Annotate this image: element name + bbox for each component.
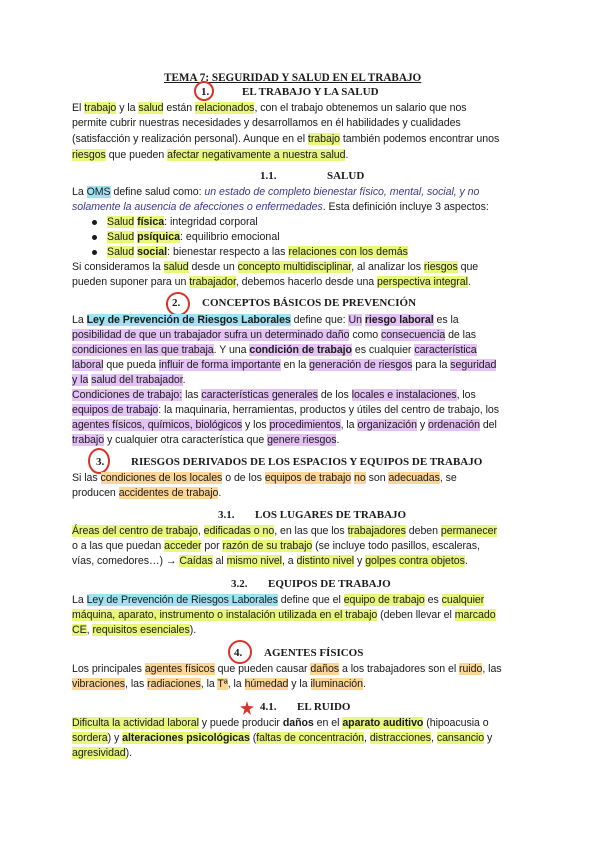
section-3-title: RIESGOS DERIVADOS DE LOS ESPACIOS Y EQUIPOS DE TRABAJO bbox=[131, 456, 483, 468]
paragraph-line: condiciones en las que trabaja. Y una condición de trabajo es cualquier característica bbox=[72, 344, 477, 356]
paragraph-line: solamente la ausencia de afecciones o enfermedades. Esta definición incluye 3 aspectos: bbox=[72, 201, 489, 213]
paragraph-line: producen accidentes de trabajo. bbox=[72, 487, 222, 499]
paragraph-line: vías, comedores…) → Caídas al mismo nivel, a distinto nivel y golpes contra objetos. bbox=[72, 555, 468, 567]
section-1-1-number: 1.1. bbox=[260, 170, 277, 182]
section-3-2-number: 3.2. bbox=[231, 578, 248, 590]
paragraph-line: La Ley de Prevención de Riesgos Laborales define que el equipo de trabajo es cualquier bbox=[72, 594, 485, 606]
section-2-number: 2. bbox=[172, 297, 181, 309]
red-star-annotation-icon bbox=[239, 700, 255, 716]
paragraph-line: pueden suponer para un trabajador, debemos hacerlo desde una perspectiva integral. bbox=[72, 276, 471, 288]
section-1-1-title: SALUD bbox=[327, 170, 365, 182]
paragraph-line: agresividad). bbox=[72, 747, 133, 759]
paragraph-line: laboral que pueda influir de forma importante en la generación de riesgos para la seguridad bbox=[72, 359, 497, 371]
section-4-number: 4. bbox=[234, 647, 243, 659]
bullet-icon bbox=[92, 220, 97, 225]
bullet-item: Salud social: bienestar respecto a las relaciones con los demás bbox=[92, 245, 408, 259]
section-3-1-title: LOS LUGARES DE TRABAJO bbox=[255, 509, 407, 521]
section-1-number: 1. bbox=[201, 86, 210, 98]
section-4-1-number: 4.1. bbox=[260, 701, 277, 713]
paragraph-line: (satisfacción y realización personal). Aunque en el trabajo también podemos encontrar unos bbox=[72, 133, 500, 145]
paragraph-line: Áreas del centro de trabajo, edificadas o no, en las que los trabajadores deben permanecer bbox=[72, 525, 497, 537]
paragraph-line: Dificulta la actividad laboral y puede producir daños en el aparato auditivo (hipoacusia o bbox=[72, 717, 489, 729]
bullet-icon bbox=[92, 250, 97, 255]
paragraph-line: vibraciones, las radiaciones, la Tª, la húmedad y la iluminación. bbox=[72, 678, 366, 690]
paragraph-line: Condiciones de trabajo: las características generales de los locales e instalaciones, los bbox=[72, 389, 476, 401]
bullet-item: Salud psíquica: equilibrio emocional bbox=[92, 230, 280, 244]
paragraph-line: máquina, aparato, instrumento o instalación utilizada en el trabajo (deben llevar el marcado bbox=[72, 609, 496, 621]
paragraph-line: La Ley de Prevención de Riesgos Laborales define que: Un riesgo laboral es la bbox=[72, 314, 459, 326]
section-4-title: AGENTES FÍSICOS bbox=[264, 647, 364, 659]
paragraph-line: La OMS define salud como: un estado de completo bienestar físico, mental, social, y no bbox=[72, 186, 480, 198]
bullet-icon bbox=[92, 235, 97, 240]
paragraph-line: Si las condiciones de los locales o de los equipos de trabajo no son adecuadas, se bbox=[72, 472, 457, 484]
paragraph-line: CE, requisitos esenciales). bbox=[72, 624, 197, 636]
paragraph-line: y la salud del trabajador. bbox=[72, 374, 186, 386]
paragraph-line: sordera) y alteraciones psicológicas (faltas de concentración, distracciones, cansancio y bbox=[72, 732, 493, 744]
paragraph-line: Los principales agentes físicos que pueden causar daños a los trabajadores son el ruido, las bbox=[72, 663, 502, 675]
bullet-item: Salud física: integridad corporal bbox=[92, 215, 258, 229]
section-3-1-number: 3.1. bbox=[218, 509, 235, 521]
paragraph-line: agentes físicos, químicos, biológicos y los procedimientos, la organización y ordenación del bbox=[72, 419, 497, 431]
document-title: TEMA 7: SEGURIDAD Y SALUD EN EL TRABAJO bbox=[164, 72, 422, 84]
paragraph-line: Si consideramos la salud desde un concepto multidisciplinar, al analizar los riesgos que bbox=[72, 261, 479, 273]
section-2-title: CONCEPTOS BÁSICOS DE PREVENCIÓN bbox=[202, 297, 417, 309]
paragraph-line: permite cubrir nuestras necesidades y desarrollamos en él habilidades y cualidades bbox=[72, 117, 461, 129]
paragraph-line: posibilidad de que un trabajador sufra un determinado daño como consecuencia de las bbox=[72, 329, 477, 341]
paragraph-line: El trabajo y la salud están relacionados, con el trabajo obtenemos un salario que nos bbox=[72, 102, 467, 114]
section-1-title: EL TRABAJO Y LA SALUD bbox=[242, 86, 379, 98]
section-4-1-title: EL RUIDO bbox=[297, 701, 351, 713]
paragraph-line: riesgos que pueden afectar negativamente a nuestra salud. bbox=[72, 149, 349, 161]
paragraph-line: trabajo y cualquier otra característica que genere riesgos. bbox=[72, 434, 340, 446]
section-3-number: 3. bbox=[96, 456, 105, 468]
section-3-2-title: EQUIPOS DE TRABAJO bbox=[268, 578, 391, 590]
paragraph-line: o a las que puedan acceder por razón de su trabajo (se incluye todo pasillos, escaleras, bbox=[72, 540, 480, 552]
paragraph-line: equipos de trabajo: la maquinaria, herramientas, productos y útiles del centro de trabajo, los bbox=[72, 404, 499, 416]
